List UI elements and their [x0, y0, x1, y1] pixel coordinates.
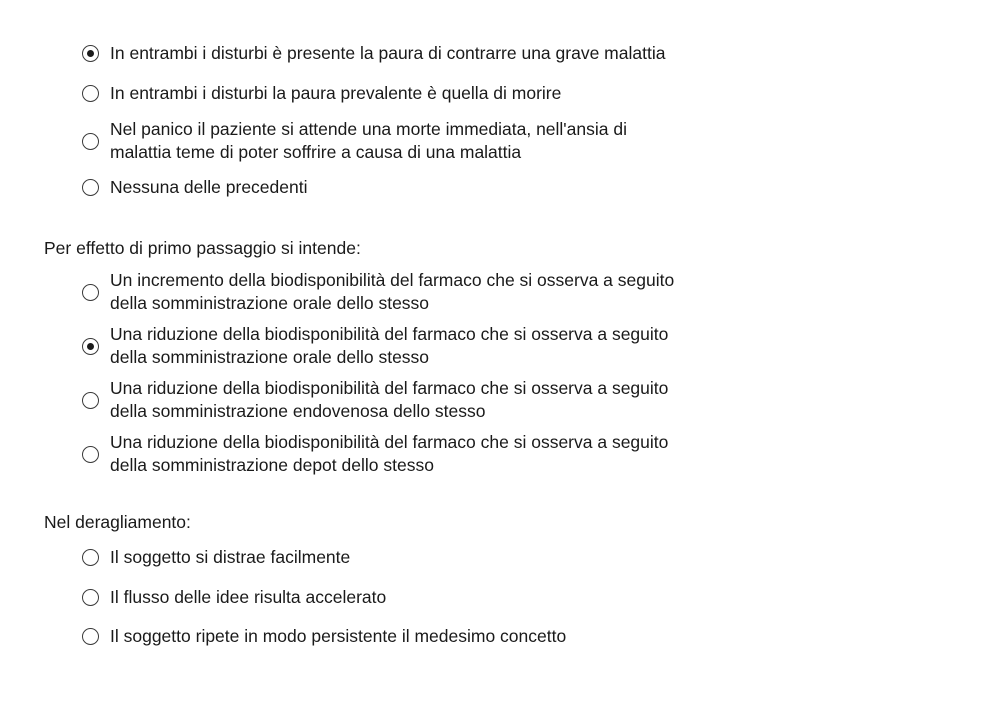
radio-button[interactable]	[82, 392, 99, 409]
option[interactable]	[82, 377, 762, 423]
option[interactable]	[82, 269, 762, 315]
option-label: Una riduzione della biodisponibilità del farmaco che si osserva a seguito della somministrazione endovenosa dello stesso	[110, 378, 669, 421]
option[interactable]	[82, 176, 762, 199]
radio-button[interactable]	[82, 179, 99, 196]
radio-button[interactable]	[82, 628, 99, 645]
radio-button[interactable]	[82, 85, 99, 102]
radio-button[interactable]	[82, 589, 99, 606]
option-label: Nel panico il paziente si attende una morte immediata, nell'ansia di malattia teme di poter soffrire a causa di una malattia	[110, 119, 627, 162]
option-label: Una riduzione della biodisponibilità del farmaco che si osserva a seguito della somministrazione orale dello stesso	[110, 324, 669, 367]
option[interactable]	[82, 118, 762, 164]
option[interactable]	[82, 546, 762, 569]
question-title: Nel deragliamento:	[44, 512, 191, 532]
option-label: Nessuna delle precedenti	[110, 177, 308, 197]
option-label: Un incremento della biodisponibilità del farmaco che si osserva a seguito della somministrazione orale dello stesso	[110, 270, 675, 313]
option[interactable]	[82, 82, 762, 105]
radio-button[interactable]	[82, 45, 99, 62]
option[interactable]	[82, 431, 762, 477]
radio-button[interactable]	[82, 284, 99, 301]
option-label: Il flusso delle idee risulta accelerato	[110, 587, 387, 607]
radio-button[interactable]	[82, 133, 99, 150]
radio-button[interactable]	[82, 549, 99, 566]
question-title: Per effetto di primo passaggio si intende:	[44, 238, 361, 258]
radio-button[interactable]	[82, 446, 99, 463]
option-label: Il soggetto si distrae facilmente	[110, 547, 351, 567]
option-label: In entrambi i disturbi è presente la paura di contrarre una grave malattia	[110, 43, 666, 63]
option[interactable]	[82, 323, 762, 369]
option[interactable]	[82, 586, 762, 609]
option[interactable]	[82, 625, 762, 648]
option-label: Una riduzione della biodisponibilità del farmaco che si osserva a seguito della somministrazione depot dello stesso	[110, 432, 669, 475]
option[interactable]	[82, 42, 762, 65]
option-label: In entrambi i disturbi la paura prevalente è quella di morire	[110, 83, 562, 103]
option-label: Il soggetto ripete in modo persistente il medesimo concetto	[110, 626, 567, 646]
radio-button[interactable]	[82, 338, 99, 355]
